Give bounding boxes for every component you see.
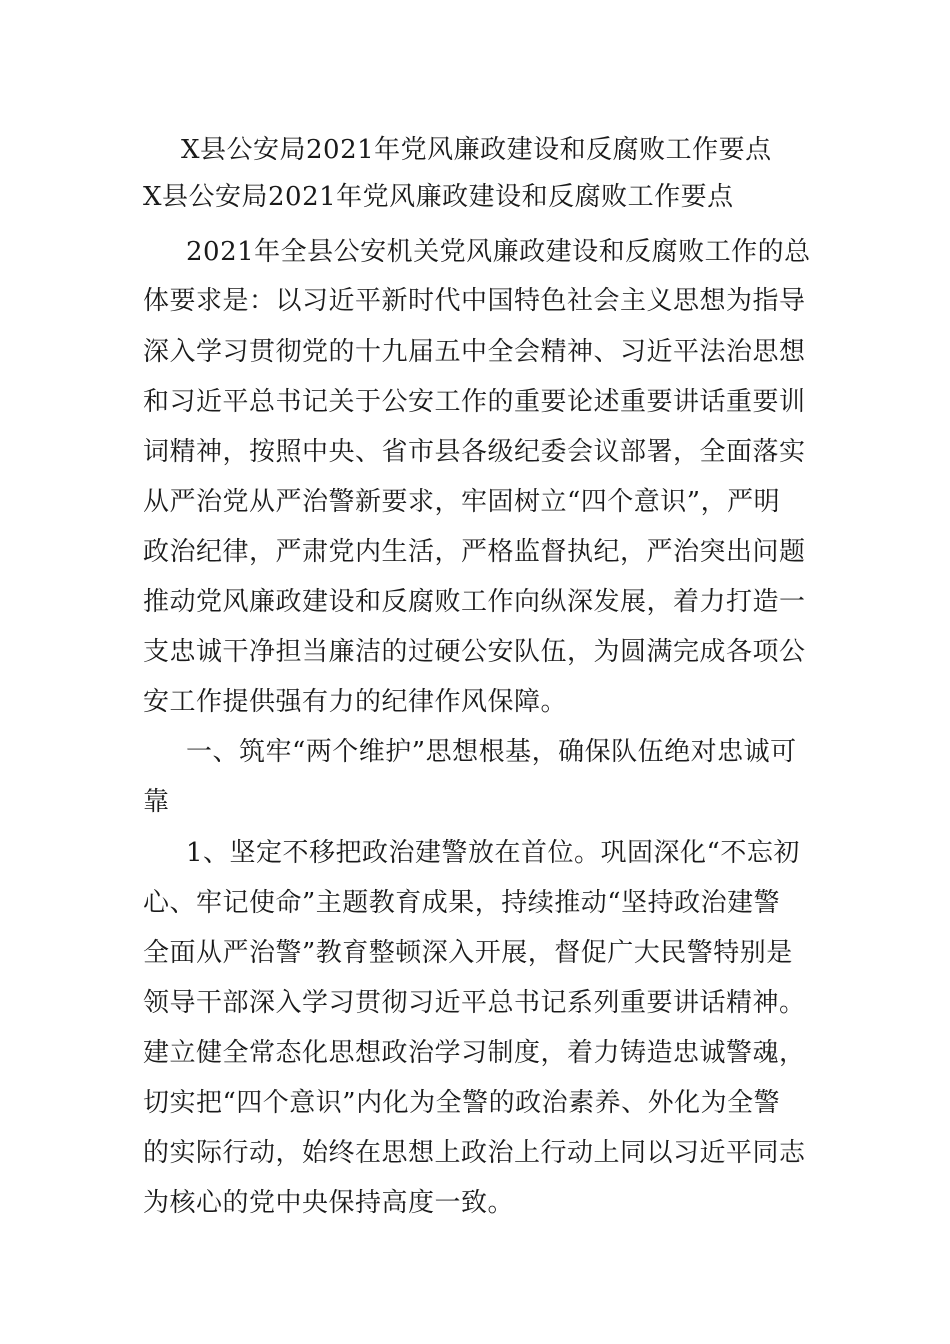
intro-line-9: 支忠诚干净担当廉洁的过硬公安队伍，为圆满完成各项公 [143,637,806,667]
intro-line-1: 2021年全县公安机关党风廉政建设和反腐败工作的总 [186,237,811,267]
item-line-1: 1、坚定不移把政治建警放在首位。巩固深化“不忘初 [186,838,800,868]
item-line-4: 领导干部深入学习贯彻习近平总书记系列重要讲话精神。 [143,988,806,1018]
item-line-5: 建立健全常态化思想政治学习制度，着力铸造忠诚警魂， [143,1038,806,1068]
document-title: X县公安局2021年党风廉政建设和反腐败工作要点 [181,135,772,165]
intro-line-4: 和习近平总书记关于公安工作的重要论述重要讲话重要训 [143,387,806,417]
intro-line-6: 从严治党从严治警新要求，牢固树立“四个意识”，严明 [143,487,781,517]
intro-line-8: 推动党风廉政建设和反腐败工作向纵深发展，着力打造一 [143,587,806,617]
intro-line-7: 政治纪律，严肃党内生活，严格监督执纪，严治突出问题 [143,537,806,567]
section-heading-line-2: 靠 [143,787,170,817]
intro-line-10: 安工作提供强有力的纪律作风保障。 [143,687,568,717]
intro-line-3: 深入学习贯彻党的十九届五中全会精神、习近平法治思想 [143,337,806,367]
section-heading-line-1: 一、筑牢“两个维护”思想根基，确保队伍绝对忠诚可 [186,737,797,767]
item-line-6: 切实把“四个意识”内化为全警的政治素养、外化为全警 [143,1088,781,1118]
intro-line-5: 词精神，按照中央、省市县各级纪委会议部署，全面落实 [143,437,806,467]
item-line-3: 全面从严治警”教育整顿深入开展，督促广大民警特别是 [143,938,793,968]
item-line-8: 为核心的党中央保持高度一致。 [143,1188,515,1218]
intro-line-2: 体要求是：以习近平新时代中国特色社会主义思想为指导 [143,286,806,316]
item-line-7: 的实际行动，始终在思想上政治上行动上同以习近平同志 [143,1138,806,1168]
document-subtitle: X县公安局2021年党风廉政建设和反腐败工作要点 [143,182,734,212]
item-line-2: 心、牢记使命”主题教育成果，持续推动“坚持政治建警 [143,888,781,918]
